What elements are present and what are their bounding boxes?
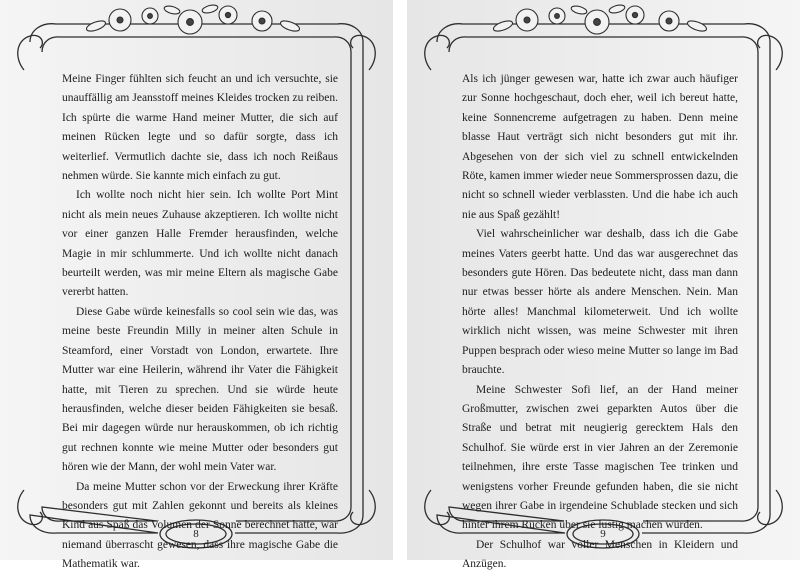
page-number: 8 bbox=[193, 528, 199, 540]
page-number-cartouche bbox=[579, 520, 627, 548]
paragraph: Der Schulhof war voller Menschen in Kleidern und Anzügen. bbox=[462, 538, 738, 571]
left-page bbox=[0, 0, 393, 571]
paragraph: Meine Schwester Sofi lief, an der Hand meiner Großmutter, zwischen zwei geparkten Autos über die Straße und betrat mit neugierig gerecktem Hals den Schulhof. Sie würde erst in vier Jahren an der Zeremonie teilnehmen, ihre erste Tasse magischen Tee trinken und wenigstens vorher Freunde gefunden haben, die sie nicht wegen ihrer Gabe in irgendeine Schublade stecken und sich hinter ihrem Rücken über sie lustig machen würden. bbox=[462, 383, 738, 532]
right-page bbox=[407, 0, 800, 571]
paragraph: Da meine Mutter schon vor der Erweckung ihrer Kräfte besonders gut mit Zahlen gekonnt und bereits als kleines Kind aus Spaß das Volumen der Sonne berechnet hatte, war niemand überrascht gewesen, dass ihre magische Gabe die Mathematik war. bbox=[62, 480, 338, 571]
paragraph: Ich wollte noch nicht hier sein. Ich wollte Port Mint nicht als mein neues Zuhause akzeptieren. Ich wollte nicht vor einer ganzen Halle Fremder herausfinden, welche Magie in mir schlummerte. Und ich wollte nicht danach beurteilt werden, was mir meine Eltern als magische Gabe vererbt hatten. bbox=[62, 189, 338, 299]
paragraph: Diese Gabe würde keinesfalls so cool sein wie das, was meine beste Freundin Milly in meiner alten Schule in Steamford, einer Vorstadt von London, erwartete. Ihre Mutter war eine Heilerin, während ihr Vater die Fähigkeit hatte, mit Tieren zu sprechen. Und sie würde heute herausfinden, welche dieser beiden Fähigkeiten sie besaß. Bei mir dagegen würde nur herauskommen, ob ich richtig gut rechnen konnte wie meine Mutter oder besonders gut hören wie der Mann, der wohl mein Vater war. bbox=[62, 305, 338, 474]
page-number-cartouche bbox=[172, 520, 220, 548]
paragraph: Als ich jünger gewesen war, hatte ich zwar auch häufiger zur Sonne hochgeschaut, doch eher, weil ich bereut hatte, keine Sonnencreme aufgetragen zu haben. Denn meine blasse Haut verträgt sich nicht besonders gut mit ihr. Abgesehen von der sich viel zu schnell entwickelnden Röte, kamen immer wieder neue Sommersprossen dazu, die nicht so schnell wieder verblassten. Und die habe ich auch nie aus Spaß gezählt! bbox=[462, 73, 738, 221]
left-page-text bbox=[62, 70, 338, 575]
right-page-text bbox=[462, 70, 738, 575]
paragraph: Meine Finger fühlten sich feucht an und ich versuchte, sie unauffällig am Jeansstoff meines Kleides trocken zu reiben. Ich spürte die warme Hand meiner Mutter, die sich auf meinen Rücken legte und so dafür sorgte, dass ich weiterlief. Vermutlich dachte sie, dass ich noch Reißaus nehmen würde. Sie kannte mich einfach zu gut. bbox=[62, 73, 338, 183]
paragraph: Viel wahrscheinlicher war deshalb, dass ich die Gabe meines Vaters geerbt hatte. Und das war ausgerechnet das besonders gute Hören. Das bedeutete nicht, dass man dann nur etwas besser hörte als andere Menschen. Nein. Man hörte alles! Manchmal kilometerweit. Und ich wollte wirklich nicht wissen, was meine Schwester mit ihren Puppen besprach oder wieso meine Mutter so lange im Bad brauchte. bbox=[462, 228, 738, 377]
page-number: 9 bbox=[600, 528, 606, 540]
